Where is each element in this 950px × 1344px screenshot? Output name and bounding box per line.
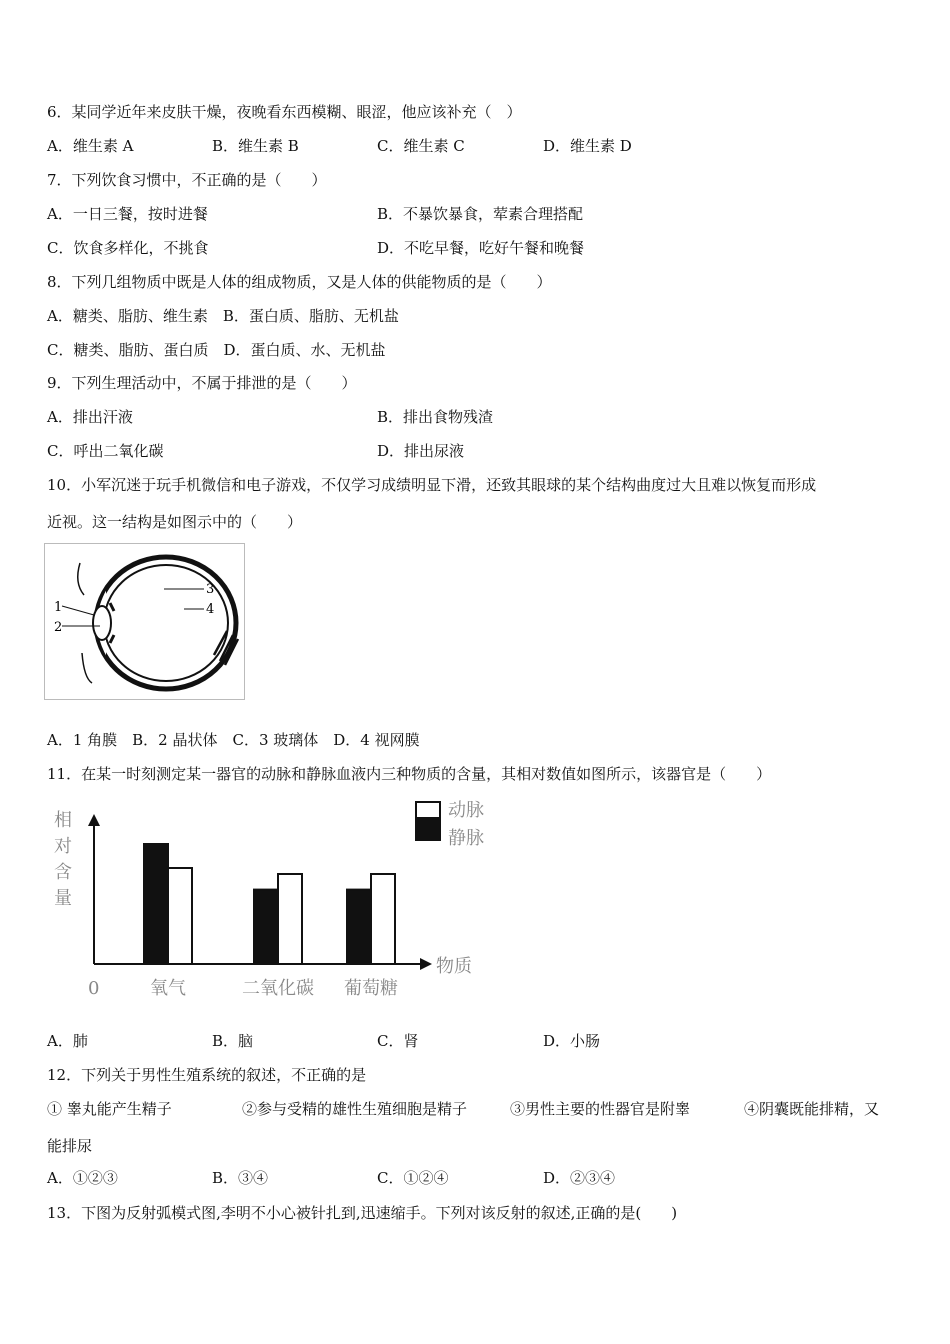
q7-option-d: D．不吃早餐，吃好午餐和晚餐 [377,239,585,257]
q6-option-a: A．维生素 A [47,137,134,155]
legend-label-vein: 静脉 [448,828,484,849]
eye-diagram [44,543,246,701]
eye-label-4: 4 [206,602,215,617]
y-axis-label-char-3: 量 [54,888,72,909]
q9-option-a: A．排出汗液 [47,408,133,426]
q8-options-row1: A．糖类、脂肪、维生素 B．蛋白质、脂肪、无机盐 [47,307,399,325]
q12-option-c: C．①②④ [377,1169,449,1187]
category-label-0: 氧气 [150,978,186,999]
q12-option-a: A．①②③ [47,1169,118,1187]
category-label-1: 二氧化碳 [242,978,314,999]
q11-stem: 11．在某一时刻测定某一器官的动脉和静脉血液内三种物质的含量，其相对数值如图所示，该器官是（ ） [47,765,772,783]
q13-stem: 13．下图为反射弧模式图,李明不小心被针扎到,迅速缩手。下列对该反射的叙述,正确的是( ) [47,1204,678,1222]
q8-options-row2: C．糖类、脂肪、蛋白质 D．蛋白质、水、无机盐 [47,341,386,359]
q12-statement-continued: 能排尿 [47,1137,93,1155]
q6-stem: 6．某同学近年来皮肤干燥，夜晚看东西模糊、眼涩，他应该补充（ ） [47,103,522,121]
origin-label: 0 [88,978,100,999]
bar-vein-2 [347,890,371,964]
q10-stem-line2: 近视。这一结构是如图示中的（ ） [47,513,303,531]
q6-option-c: C．维生素 C [377,137,465,155]
q9-option-d: D．排出尿液 [377,442,465,460]
bar-artery-1 [278,874,302,964]
q8-stem: 8．下列几组物质中既是人体的组成物质，又是人体的供能物质的是（ ） [47,273,552,291]
q7-option-b: B．不暴饮暴食，荤素合理搭配 [377,205,584,223]
q7-option-c: C．饮食多样化，不挑食 [47,239,209,257]
q6-option-b: B．维生素 B [212,137,299,155]
q10-options: A．1 角膜 B．2 晶状体 C．3 玻璃体 D．4 视网膜 [47,731,420,749]
q9-option-b: B．排出食物残渣 [377,408,494,426]
y-axis-label-char-0: 相 [54,810,72,831]
bar-artery-0 [168,868,192,964]
q12-statement-2: ②参与受精的雄性生殖细胞是精子 [242,1100,468,1118]
x-axis-label: 物质 [436,956,472,977]
bar-vein-1 [254,890,278,964]
category-label-2: 葡萄糖 [344,978,398,999]
y-axis-label-char-1: 对 [54,836,72,857]
legend-swatch-artery [416,802,440,818]
bar-chart [44,792,514,1012]
legend-label-artery: 动脉 [448,800,484,821]
q12-stem: 12．下列关于男性生殖系统的叙述，不正确的是 [47,1066,367,1084]
q10-stem-line1: 10．小军沉迷于玩手机微信和电子游戏，不仅学习成绩明显下滑，还致其眼球的某个结构曲度过大且难以恢复而形成 [47,476,817,494]
q12-statement-3: ③男性主要的性器官是附睾 [510,1100,691,1118]
bar-vein-0 [144,844,168,964]
bar-artery-2 [371,874,395,964]
q6-option-d: D．维生素 D [543,137,632,155]
eye-label-3: 3 [206,582,215,597]
y-axis-label-char-2: 含 [54,862,72,883]
x-axis-arrow [420,958,432,970]
eye-label-1: 1 [54,600,63,615]
y-axis-arrow [88,814,100,826]
q11-option-c: C．肾 [377,1032,419,1050]
q11-option-a: A．肺 [47,1032,88,1050]
q12-option-b: B．③④ [212,1169,269,1187]
legend-swatch-vein [416,818,440,840]
q11-option-d: D．小肠 [543,1032,601,1050]
q7-option-a: A．一日三餐，按时进餐 [47,205,208,223]
q7-stem: 7．下列饮食习惯中，不正确的是（ ） [47,171,327,189]
eye-label-2: 2 [54,620,63,635]
q11-option-b: B．脑 [212,1032,254,1050]
q9-option-c: C．呼出二氧化碳 [47,442,164,460]
q9-stem: 9．下列生理活动中，不属于排泄的是（ ） [47,374,357,392]
q12-statement-4: ④阴囊既能排精，又 [744,1100,880,1118]
q12-statement-1: ① 睾丸能产生精子 [47,1100,172,1118]
q12-option-d: D．②③④ [543,1169,616,1187]
